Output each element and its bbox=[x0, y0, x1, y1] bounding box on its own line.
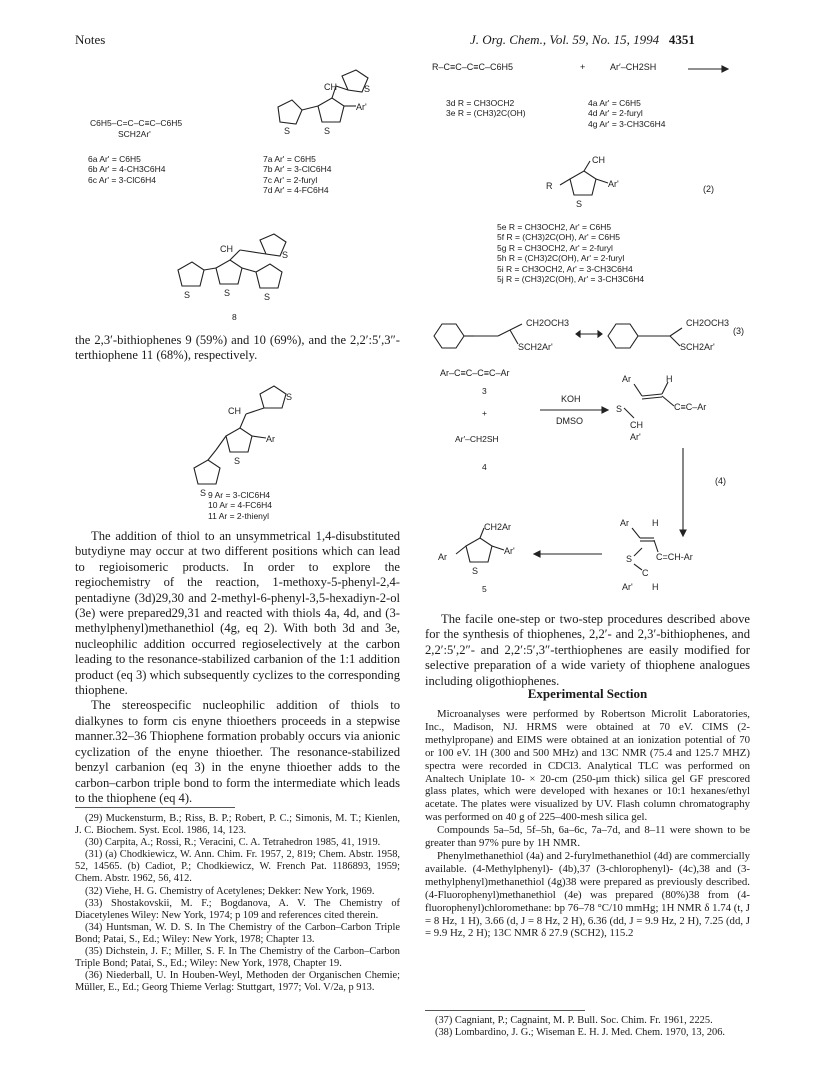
compound-7a: 7a Ar' = C6H5 bbox=[263, 154, 316, 164]
reference-31: (31) (a) Chodkiewicz, W. Ann. Chim. Fr. 1957, 2, 819; Chem. Abstr. 1958, 52, 14565. (b) Cadiot, P.; Chodkiewicz, W. French Pat. 1186893, 1959; Chem. Abstr. 1962, 56, 412. bbox=[75, 849, 400, 885]
microanalyses-paragraph: Microanalyses were performed by Robertson Microlit Laboratories, Inc., Madison, NJ. HRMS were obtained at 70 eV. CIMS (2-methylpropane) and EIMS were obtained at an ionization potential of 70 or 100 eV. 1H (300 and 500 MHz) and 13C NMR (75.4 and 125.7 MHZ) spectra were recorded in CDCl3. Analytical TLC was performed on Analtech Uniplate 10- × 20-cm (250-μm thick) silica gel GF prescored glass plates, which were developed with hexanes or 10:1 hexanes/ethyl acetate. The plates were visualized by UV. Flash column chromatography was performed on 40 g of 225–400-mesh silica gel. bbox=[425, 708, 750, 824]
svg-text:Ar: Ar bbox=[438, 552, 447, 562]
svg-text:S: S bbox=[324, 126, 331, 136]
reference-30: (30) Carpita, A.; Rossi, R.; Veracini, C. A. Tetrahedron 1985, 41, 1919. bbox=[85, 837, 381, 849]
eq4-number: (4) bbox=[715, 476, 726, 486]
reference-36: (36) Niederball, U. In Houben-Weyl, Methoden der Organischen Chemie; Müller, E., Ed.; Georg Thieme Verlag: Stuttgart, 1977; Vol. V/2a, p 913. bbox=[75, 970, 400, 994]
reference-33: (33) Shostakovskii, M. F.; Bogdanova, A. V. The Chemistry of Diacetylenes Wiley: New York, 1974; p 109 and references cited therein. bbox=[75, 897, 400, 921]
svg-text:Ar: Ar bbox=[620, 518, 629, 528]
running-head-right bbox=[470, 32, 695, 48]
svg-text:R: R bbox=[546, 181, 553, 191]
thiols-preparation-paragraph: Phenylmethanethiol (4a) and 2-furylmethanethiol (4d) are commercially available. (4-Methylphenyl)- (4b),37 (3-chlorophenyl)- (4c),38 and (3-methylphenyl)methanethiol (4g)38 were prepared as previously described. (4-Fluorophenyl)methanethiol (4e) was prepared (80%)38 from (4-fluorophenyl)chloromethane: bp 76–78 °C/10 mmHg; 1H NMR δ 1.74 (t, J = 8 Hz, 1 H), 3.66 (d, J = 8 Hz, 2 H), 6.36 (dd, J = 9.9 Hz, 2 H), 7.25 (dd, J = 9.9 Hz, 2 H); 13C NMR δ 27.9 (SCH2), 115.2 bbox=[425, 849, 750, 940]
svg-text:CH: CH bbox=[228, 406, 241, 416]
regiochemistry-paragraph: The addition of thiol to an unsymmetrical 1,4-disubstituted butydiyne may occur at two different positions which can lead to regioisomeric products. In order to explore the regiochemistry of the reaction, 1-methoxy-5-phenyl-2,4-pentadiyne (3d)29,30 and 2-methyl-6-phenyl-3,5-hexadiyn-2-ol (3e) were prepared29,31 and reacted with thiols 4a, 4d, and (3-methylphenyl)methanethiol (4g, eq 2). With both 3d and 3e, nucleophilic addition occurred regioselectively at the carbon leading to the resonance-stabilized carbanion of the 1:1 addition product (eq 3) which subsequently cyclizes to the corresponding thiophene. bbox=[75, 529, 400, 698]
compound-5f: 5f R = (CH3)2C(OH), Ar' = C6H5 bbox=[497, 232, 621, 243]
compound-6-label-list bbox=[88, 154, 165, 185]
compound-6-formula: C6H5–C=C–C≡C–C6H5 bbox=[90, 118, 183, 128]
svg-text:Ar': Ar' bbox=[608, 179, 619, 189]
compound-5h: 5h R = (CH3)2C(OH), Ar' = 2-furyl bbox=[497, 253, 625, 264]
eq2-plus: + bbox=[580, 62, 586, 72]
compound-9-11-structure bbox=[186, 378, 306, 498]
compound-7-label-list bbox=[263, 154, 331, 196]
running-head-left: Notes bbox=[75, 32, 106, 47]
stereospecific-paragraph: The stereospecific nucleophilic addition of thiols to dialkynes to form cis enyne thioethers proceeds in a stepwise manner.32–36 Thiophene formation probably occurs via anionic cyclization of the enyne thioether. The resonance-stabilized benzyl carbanion (eq 3) in the enyne thioether adds to the carbon–carbon triple bond to form the intermediate which leads to the thiophene (eq 4). bbox=[75, 698, 400, 805]
compound-6-substituent: SCH2Ar' bbox=[118, 129, 151, 139]
svg-text:S: S bbox=[184, 290, 191, 300]
eq4-compound-3: 3 bbox=[482, 386, 487, 396]
experimental-section-title: Experimental Section bbox=[527, 686, 648, 701]
eq4-reactant: Ar–C≡C–C≡C–Ar bbox=[440, 368, 510, 378]
svg-text:CH2OCH3: CH2OCH3 bbox=[526, 318, 570, 328]
eq4-intermediate-1 bbox=[612, 372, 722, 442]
compound-7-structure bbox=[258, 62, 378, 142]
facile-procedures-paragraph: The facile one-step or two-step procedures described above for the synthesis of thiophenes, 2,2′- and 2,3′-bithiophenes, and 2,2′:5′,2″- and 2,2′:5′,3″-terthiophenes are easily modified for selective preparation of a wide variety of thiophene analogues including oligothiophenes. bbox=[425, 612, 750, 688]
svg-text:SCH2Ar': SCH2Ar' bbox=[680, 342, 715, 352]
compound-11: 11 Ar = 2-thienyl bbox=[208, 510, 270, 521]
svg-text:Ar': Ar' bbox=[622, 582, 633, 592]
svg-text:S: S bbox=[282, 250, 289, 260]
eq4-forward-arrow bbox=[540, 405, 610, 415]
eq4-thiol: Ar′–CH2SH bbox=[455, 434, 499, 444]
eq2-product-structure bbox=[540, 155, 650, 215]
eq2-thiol: Ar′–CH2SH bbox=[610, 62, 657, 72]
compound-8-number: 8 bbox=[232, 312, 237, 322]
compound-4g: 4g Ar' = 3-CH3C6H4 bbox=[588, 118, 666, 129]
compound-8-structure bbox=[168, 230, 308, 310]
svg-text:C≡C–Ar: C≡C–Ar bbox=[674, 402, 707, 412]
svg-text:Ar': Ar' bbox=[630, 432, 641, 442]
compound-5i: 5i R = CH3OCH2, Ar' = 3-CH3C6H4 bbox=[497, 263, 633, 274]
eq4-back-arrow bbox=[534, 549, 604, 559]
eq3-resonance-structures bbox=[430, 316, 730, 356]
svg-text:S: S bbox=[616, 404, 623, 414]
reference-37: (37) Cagniant, P.; Cagnaint, M. P. Bull. Soc. Chim. Fr. 1961, 2225. bbox=[435, 1015, 713, 1026]
compound-4a: 4a Ar' = C6H5 bbox=[588, 98, 641, 108]
compound-7b: 7b Ar' = 3-ClC6H4 bbox=[263, 164, 332, 175]
svg-text:Ar': Ar' bbox=[356, 102, 367, 112]
footnote-rule-left bbox=[75, 807, 235, 808]
left-references bbox=[75, 813, 400, 994]
svg-text:CH: CH bbox=[220, 244, 233, 254]
purity-paragraph: Compounds 5a–5d, 5f–5h, 6a–6c, 7a–7d, and 8–11 were shown to be greater than 97% pure by 1H NMR. bbox=[425, 824, 750, 850]
eq2-4-label-list bbox=[588, 98, 665, 129]
svg-text:CH2OCH3: CH2OCH3 bbox=[686, 318, 730, 328]
eq4-reagent-koh: KOH bbox=[561, 394, 581, 404]
right-body-text bbox=[425, 612, 750, 689]
journal-citation: J. Org. Chem., Vol. 59, No. 15, 1994 bbox=[470, 32, 660, 47]
compound-6b: 6b Ar' = 4-CH3C6H4 bbox=[88, 164, 166, 175]
eq2-number: (2) bbox=[703, 184, 714, 194]
svg-text:H: H bbox=[652, 518, 659, 528]
eq4-compound-4: 4 bbox=[482, 462, 487, 472]
svg-text:CH: CH bbox=[592, 155, 605, 165]
reference-29: (29) Muckensturm, B.; Riss, B. P.; Robert, P. C.; Simonis, M. T.; Kienlen, J. C. Biochem. Syst. Ecol. 1986, 14, 123. bbox=[75, 813, 400, 837]
svg-text:S: S bbox=[472, 566, 479, 576]
eq2-reactant: R–C≡C–C≡C–C6H5 bbox=[432, 62, 514, 72]
svg-text:S: S bbox=[364, 84, 371, 94]
body-paragraph-continued bbox=[75, 333, 400, 364]
eq2-arrow bbox=[688, 64, 728, 74]
eq4-compound-5: 5 bbox=[482, 584, 487, 594]
svg-text:H: H bbox=[666, 374, 673, 384]
eq2-3-label-list bbox=[446, 98, 526, 119]
svg-text:S: S bbox=[284, 126, 291, 136]
compound-3e: 3e R = (CH3)2C(OH) bbox=[446, 108, 526, 119]
svg-text:Ar: Ar bbox=[622, 374, 631, 384]
compound-4d: 4d Ar' = 2-furyl bbox=[588, 108, 643, 119]
reference-32: (32) Viehe, H. G. Chemistry of Acetylenes; Dekker: New York, 1969. bbox=[85, 885, 375, 897]
svg-text:Ar: Ar bbox=[266, 434, 275, 444]
right-references bbox=[425, 1015, 750, 1039]
experimental-text bbox=[425, 708, 750, 940]
svg-text:S: S bbox=[224, 288, 231, 298]
compound-5j: 5j R = (CH3)2C(OH), Ar' = 3-CH3C6H4 bbox=[497, 274, 645, 285]
eq4-intermediate-2 bbox=[612, 516, 722, 596]
compound-5e: 5e R = CH3OCH2, Ar' = C6H5 bbox=[497, 222, 612, 232]
compound-6c: 6c Ar' = 3-ClC6H4 bbox=[88, 174, 156, 185]
svg-text:Ar': Ar' bbox=[504, 546, 515, 556]
svg-text:S: S bbox=[626, 554, 633, 564]
page-number: 4351 bbox=[668, 32, 695, 47]
reference-34: (34) Huntsman, W. D. S. In The Chemistry of the Carbon–Carbon Triple Bond; Patai, S., Ed.; Wiley: New York, 1978; Chapter 13. bbox=[75, 921, 400, 945]
reference-35: (35) Dichstein, J. F.; Miller, S. F. In The Chemistry of the Carbon–Carbon Triple Bond; Patai, S., Ed.; Wiley: New York, 1978, Chapter 19. bbox=[75, 946, 400, 970]
svg-text:H: H bbox=[652, 582, 659, 592]
compound-9-11-label-list bbox=[208, 490, 272, 521]
svg-text:CH2Ar: CH2Ar bbox=[484, 522, 512, 532]
eq4-plus: + bbox=[482, 408, 487, 418]
compound-7d: 7d Ar' = 4-FC6H4 bbox=[263, 185, 329, 196]
left-body-text bbox=[75, 529, 400, 806]
svg-text:S: S bbox=[234, 456, 241, 466]
compound-10: 10 Ar = 4-FC6H4 bbox=[208, 500, 273, 511]
svg-text:S: S bbox=[200, 488, 207, 498]
compound-6a: 6a Ar' = C6H5 bbox=[88, 154, 141, 164]
eq4-reagent-dmso: DMSO bbox=[556, 416, 583, 426]
compound-3d: 3d R = CH3OCH2 bbox=[446, 98, 515, 108]
bithiophene-yields-text: the 2,3′-bithiophenes 9 (59%) and 10 (69%), and the 2,2′:5′,3″-terthiophene 11 (68%), respectively. bbox=[75, 333, 400, 363]
svg-text:S: S bbox=[286, 392, 293, 402]
compound-9: 9 Ar = 3-ClC6H4 bbox=[208, 490, 271, 500]
eq2-product-label-list bbox=[497, 222, 644, 284]
svg-text:CH: CH bbox=[324, 82, 337, 92]
svg-text:SCH2Ar': SCH2Ar' bbox=[518, 342, 553, 352]
svg-text:S: S bbox=[576, 199, 583, 209]
compound-7c: 7c Ar' = 2-furyl bbox=[263, 174, 318, 185]
svg-text:C=CH-Ar: C=CH-Ar bbox=[656, 552, 693, 562]
eq3-number: (3) bbox=[733, 326, 744, 336]
compound-5g: 5g R = CH3OCH2, Ar' = 2-furyl bbox=[497, 242, 613, 253]
svg-text:C: C bbox=[642, 568, 649, 578]
svg-text:S: S bbox=[264, 292, 271, 302]
reference-38: (38) Lombardino, J. G.; Wiseman E. H. J. Med. Chem. 1970, 13, 206. bbox=[435, 1027, 726, 1039]
footnote-rule-right bbox=[425, 1010, 585, 1011]
svg-text:CH: CH bbox=[630, 420, 643, 430]
eq4-product-structure bbox=[432, 522, 522, 582]
